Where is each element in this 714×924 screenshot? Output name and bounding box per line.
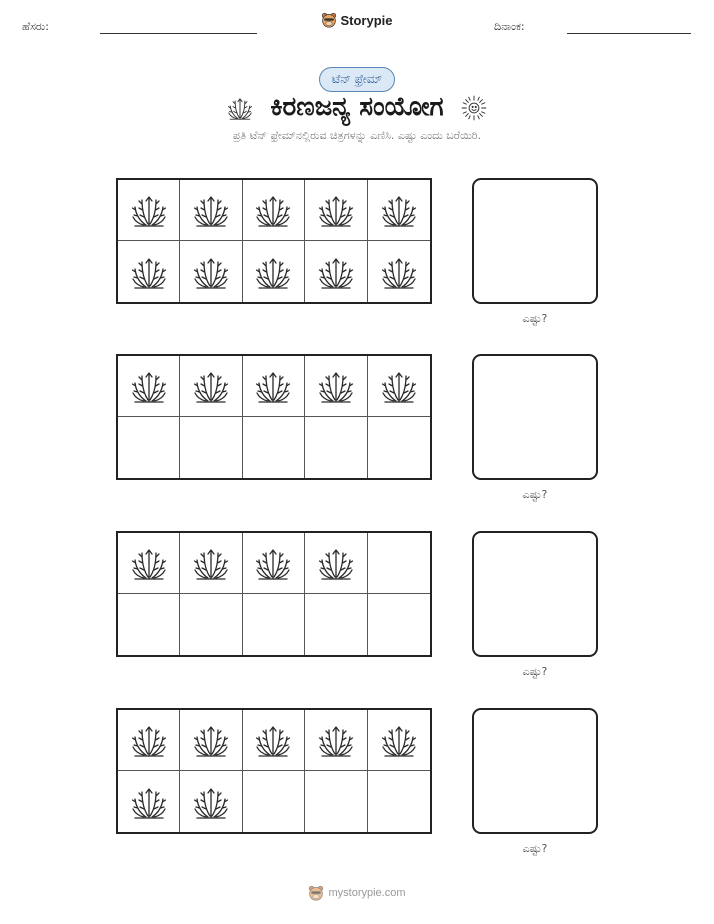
answer-box[interactable]	[472, 531, 598, 657]
ten-frame-cell	[368, 241, 430, 302]
ten-frame-cell	[243, 180, 305, 241]
ten-frame-cell	[180, 594, 242, 655]
plant-icon	[379, 720, 419, 760]
plant-icon	[253, 720, 293, 760]
title-row	[0, 92, 714, 123]
footer-url: mystorypie.com	[328, 887, 406, 899]
plant-icon	[129, 252, 169, 292]
ten-frame-cell	[305, 771, 367, 832]
plant-icon	[316, 366, 356, 406]
plant-icon	[191, 252, 231, 292]
mascot-icon	[308, 885, 324, 901]
ten-frame-cell	[180, 180, 242, 241]
how-many-label: ಎಷ್ಟು?	[522, 665, 548, 678]
ten-frame-cell	[180, 356, 242, 417]
plant-icon	[129, 782, 169, 822]
plant-icon	[226, 94, 254, 122]
ten-frame-cell	[118, 594, 180, 655]
ten-frame-cell	[118, 180, 180, 241]
ten-frame-cell	[118, 417, 180, 478]
ten-frame	[116, 708, 432, 834]
ten-frame-cell	[243, 417, 305, 478]
plant-icon	[253, 252, 293, 292]
plant-icon	[379, 252, 419, 292]
plant-icon	[129, 720, 169, 760]
ten-frame-cell	[243, 533, 305, 594]
plant-icon	[191, 720, 231, 760]
plant-icon	[253, 543, 293, 583]
plant-icon	[129, 366, 169, 406]
plant-icon	[129, 543, 169, 583]
plant-icon	[253, 366, 293, 406]
ten-frame-cell	[118, 533, 180, 594]
plant-icon	[316, 543, 356, 583]
ten-frame-cell	[118, 771, 180, 832]
footer	[0, 885, 714, 901]
plant-icon	[191, 190, 231, 230]
ten-frame-cell	[243, 771, 305, 832]
ten-frame-cell	[243, 356, 305, 417]
ten-frame-cell	[243, 594, 305, 655]
ten-frame-cell	[180, 710, 242, 771]
ten-frame-cell	[368, 533, 430, 594]
ten-frame-cell	[368, 417, 430, 478]
name-label: ಹೆಸರು:	[22, 20, 49, 33]
plant-icon	[379, 190, 419, 230]
ten-frame-cell	[368, 710, 430, 771]
ten-frame-cell	[305, 533, 367, 594]
ten-frame-cell	[305, 241, 367, 302]
date-line[interactable]	[567, 33, 691, 34]
ten-frame-cell	[243, 241, 305, 302]
ten-frame-cell	[368, 771, 430, 832]
plant-icon	[316, 252, 356, 292]
ten-frame-cell	[118, 356, 180, 417]
worksheet-type-badge: ಟೆನ್ ಫ್ರೇಮ್	[319, 67, 395, 92]
ten-frame-cell	[305, 356, 367, 417]
how-many-label: ಎಷ್ಟು?	[522, 488, 548, 501]
ten-frame	[116, 531, 432, 657]
plant-icon	[191, 366, 231, 406]
ten-frame-cell	[368, 594, 430, 655]
plant-icon	[316, 190, 356, 230]
answer-box[interactable]	[472, 354, 598, 480]
answer-box[interactable]	[472, 178, 598, 304]
ten-frame-cell	[180, 241, 242, 302]
page-title: ಕಿರಣಜನ್ಯ ಸಂಯೋಗ	[270, 92, 444, 122]
ten-frame-cell	[305, 710, 367, 771]
ten-frame-cell	[180, 417, 242, 478]
ten-frame-cell	[180, 533, 242, 594]
sun-icon	[460, 94, 488, 122]
plant-icon	[129, 190, 169, 230]
plant-icon	[316, 720, 356, 760]
ten-frame-cell	[305, 180, 367, 241]
answer-box[interactable]	[472, 708, 598, 834]
ten-frame	[116, 354, 432, 480]
brand-logo	[0, 12, 714, 28]
mascot-icon	[321, 12, 337, 28]
ten-frame-cell	[368, 180, 430, 241]
ten-frame-cell	[118, 710, 180, 771]
plant-icon	[379, 366, 419, 406]
name-line[interactable]	[100, 33, 257, 34]
ten-frame-cell	[305, 594, 367, 655]
plant-icon	[253, 190, 293, 230]
ten-frame-cell	[243, 710, 305, 771]
plant-icon	[191, 543, 231, 583]
how-many-label: ಎಷ್ಟು?	[522, 312, 548, 325]
ten-frame-cell	[305, 417, 367, 478]
how-many-label: ಎಷ್ಟು?	[522, 842, 548, 855]
plant-icon	[191, 782, 231, 822]
ten-frame-cell	[118, 241, 180, 302]
ten-frame-cell	[180, 771, 242, 832]
ten-frame-cell	[368, 356, 430, 417]
ten-frame	[116, 178, 432, 304]
brand-name: Storypie	[340, 12, 393, 28]
date-label: ದಿನಾಂಕ:	[494, 20, 525, 33]
instructions: ಪ್ರತಿ ಟೆನ್ ಫ್ರೇಮ್‌ನಲ್ಲಿರುವ ಚಿತ್ರಗಳನ್ನು ಎಣಿಸಿ. ಎಷ್ಟು ಎಂದು ಬರೆಯಿರಿ.	[232, 129, 482, 142]
